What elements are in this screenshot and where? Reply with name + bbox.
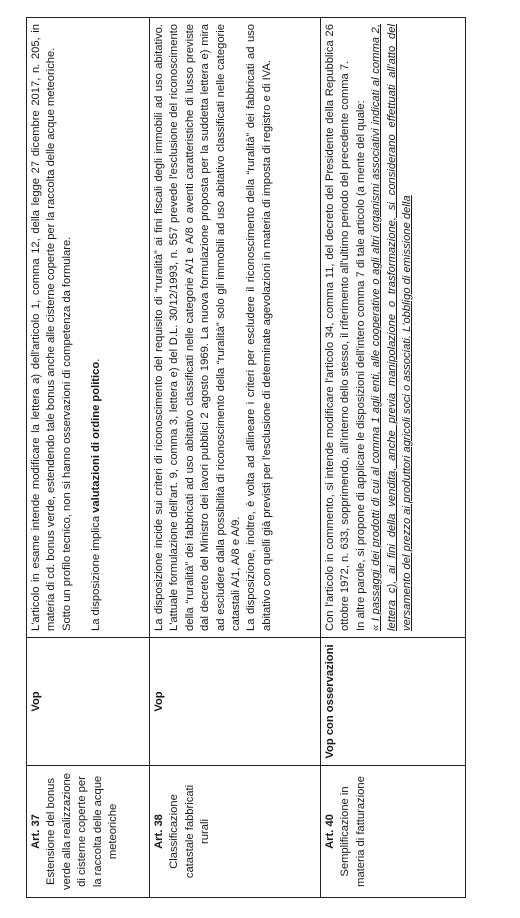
article-title: Classificazione catastale fabbricati rurali bbox=[168, 784, 212, 879]
article-number: Art. 40 bbox=[324, 814, 336, 849]
assessment-paragraph: In altre parole, si propone di applicare le disposizioni dell'intero comma 7 di tale articolo (a mente del quale: bbox=[354, 100, 367, 631]
article-cell bbox=[27, 766, 150, 898]
opinion-cell: Vop bbox=[27, 638, 150, 766]
assessment-paragraph: L'articolo in esame intende modificare la lettera a) dell'articolo 1, comma 12, della legge 27 dicembre 2017, n. 205, in materia di cd. bonus verde, estendendo tale bonus anche alle cisterne coperte per la raccolta delle acque meteoriche. bbox=[30, 24, 58, 631]
assessment-paragraph: La disposizione, inoltre, è volta ad allineare i criteri per escludere il riconoscimento della “ruralità” dei fabbricati ad uso abitativo con quelli già previsti per l'esclusione di determinate agevolazioni in materia di imposta di registro e di IVA. bbox=[245, 24, 273, 631]
opinion-cell: Vop bbox=[150, 638, 321, 766]
assessment-cell bbox=[27, 18, 150, 638]
opinion-table bbox=[26, 17, 466, 898]
assessment-paragraph: Sotto un profilo tecnico, non si hanno osservazioni di competenza da formulare. bbox=[60, 236, 73, 631]
text-run: La disposizione implica bbox=[90, 512, 103, 631]
table-row bbox=[27, 18, 150, 898]
text-run: . bbox=[90, 358, 103, 362]
assessment-cell bbox=[321, 18, 466, 638]
article-title: Semplificazione in materia di fatturazione bbox=[339, 776, 367, 887]
assessment-cell bbox=[150, 18, 321, 638]
article-title: Estensione del bonus verde alla realizzazione di cisterne coperte per la raccolta delle acque meteoriche bbox=[45, 773, 120, 890]
article-number: Art. 38 bbox=[153, 814, 165, 849]
opinion-cell: Vop con osservazioni bbox=[321, 638, 466, 766]
table-row bbox=[321, 18, 466, 898]
table-row bbox=[150, 18, 321, 898]
assessment-paragraph: La disposizione incide sui criteri di riconoscimento del requisito di “ruralità” ai fini fiscali degli immobili ad uso abitativo. L'attuale formulazione dell'art. 9, comma 3, lettera e) del D.L. 30/12/1993, n. 557 prevede l'esclusione del riconoscimento della “ruralità” dei fabbricati ad uso abitativo classificati nelle categorie A/1 e A/8 o aventi caratteristiche di lusso previste dal decreto del Ministro dei lavori pubblici 2 agosto 1969. La nuova formulazione proposta per la suddetta lettera e) mira ad escludere dalla possibilità di riconoscimento della “ruralità” solo gli immobili ad uso abitativo classificati nelle categorie catastali A/1, A/8 e A/9. bbox=[153, 24, 243, 631]
article-cell bbox=[150, 766, 321, 898]
article-cell bbox=[321, 766, 466, 898]
assessment-paragraph bbox=[89, 24, 104, 631]
article-number: Art. 37 bbox=[30, 814, 42, 849]
assessment-paragraph: Con l'articolo in commento, si intende modificare l'articolo 34, comma 11, del decreto del Presidente della Repubblica 26 ottobre 1972, n. 633, sopprimendo, all'interno dello stesso, il riferimento all'ultimo periodo del precedente comma 7. bbox=[324, 24, 352, 631]
quoted-text: « I passaggi dei prodotti di cui al comma 1 agli enti, alle cooperative o agli altri organismi associativi indicati al comma 2, lettera c), ai fini della vendita, anche previa manipolazione o trasformazione, si considerano effettuati all'atto del versamento del prezzo ai produttori agricoli soci o associati. L'obbligo di emissione della bbox=[370, 24, 414, 631]
bold-text: valutazioni di ordine politico bbox=[90, 361, 103, 513]
